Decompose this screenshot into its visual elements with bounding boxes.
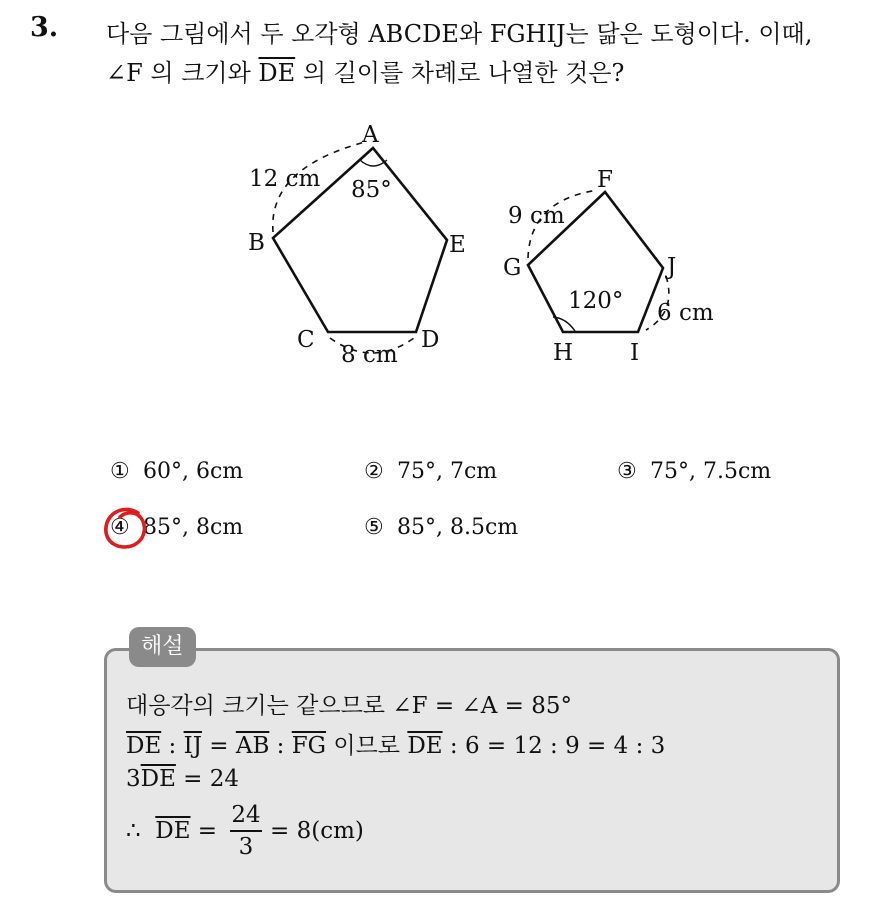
segment-de-2: $\overline{DE}$ [407, 733, 443, 759]
question-text-line1: 다음 그림에서 두 오각형 ABCDE와 FGHIJ는 닮은 도형이다. 이때, [106, 20, 813, 48]
choice-2[interactable] [364, 459, 497, 484]
colon-1: : [161, 733, 184, 759]
question-suffix-text: 의 길이를 차례로 나열한 것은? [302, 59, 625, 87]
solution-line-1: 대응각의 크기는 같으므로 ∠F = ∠A = 85° [126, 693, 572, 719]
choice-2-text: 75°, 7cm [397, 459, 498, 484]
vertex-label-g: G [503, 255, 522, 281]
choice-4-text: 85°, 8cm [143, 515, 244, 540]
ratio-text: : 6 = 12 : 9 = 4 : 3 [442, 733, 666, 759]
question-angle-text: ∠F 의 크기와 [106, 59, 251, 87]
fraction-numerator: 24 [231, 802, 261, 828]
segment-de: $\overline{DE}$ [126, 733, 162, 759]
colon-2: : [269, 733, 292, 759]
therefore-symbol: ∴ [126, 818, 141, 844]
question-number: 3. [30, 12, 59, 43]
equals-1: = [201, 733, 236, 759]
vertex-label-i: I [630, 340, 640, 366]
solution-line-3 [126, 766, 239, 792]
choice-5-mark: ⑤ [364, 515, 384, 540]
segment-fg: $\overline{FG}$ [291, 733, 327, 759]
side-ij-label: 6 cm [657, 300, 714, 326]
segment-de-3: $\overline{DE}$ [140, 766, 176, 792]
vertex-label-a: A [362, 122, 379, 148]
choice-1-text: 60°, 6cm [143, 459, 244, 484]
vertex-label-b: B [248, 230, 265, 256]
choice-2-mark: ② [364, 459, 384, 484]
vertex-label-d: D [421, 327, 440, 353]
side-cd-label: 8 cm [341, 342, 398, 368]
side-ab-label: 12 cm [249, 166, 321, 192]
vertex-label-f: F [597, 167, 613, 193]
coefficient: 3 [126, 766, 141, 792]
choice-3-mark: ③ [617, 459, 637, 484]
fraction-denominator: 3 [238, 834, 254, 860]
since-text: 이므로 [326, 733, 408, 759]
fraction-bar [230, 830, 262, 832]
equals-24: = 24 [175, 766, 240, 792]
question-segment-de: $\overline{DE}$ [258, 59, 296, 87]
angle-h-label: 120° [568, 288, 624, 314]
angle-a-label: 85° [351, 177, 392, 203]
solution-line-4 [126, 818, 217, 844]
side-fg-label: 9 cm [508, 203, 565, 229]
choice-3[interactable] [617, 459, 771, 484]
solution-tab: 해설 [129, 627, 196, 667]
segment-ij: $\overline{IJ}$ [183, 733, 202, 759]
segment-de-4: $\overline{DE}$ [155, 818, 191, 844]
choice-5[interactable] [364, 515, 518, 540]
pentagons-figure [0, 0, 884, 420]
solution-line-2 [126, 727, 665, 760]
choice-5-text: 85°, 8.5cm [397, 515, 519, 540]
choice-3-text: 75°, 7.5cm [650, 459, 772, 484]
vertex-label-h: H [553, 340, 574, 366]
vertex-label-j: J [667, 254, 677, 280]
vertex-label-c: C [297, 327, 315, 353]
equals-2: = [190, 818, 218, 844]
vertex-label-e: E [449, 232, 466, 258]
solution-result: = 8(cm) [270, 818, 364, 844]
answer-circle-mark [102, 505, 152, 555]
choice-1-mark: ① [110, 459, 130, 484]
choice-1[interactable] [110, 459, 243, 484]
segment-ab: $\overline{AB}$ [235, 733, 270, 759]
choice-4-mark: ④ [110, 515, 130, 540]
